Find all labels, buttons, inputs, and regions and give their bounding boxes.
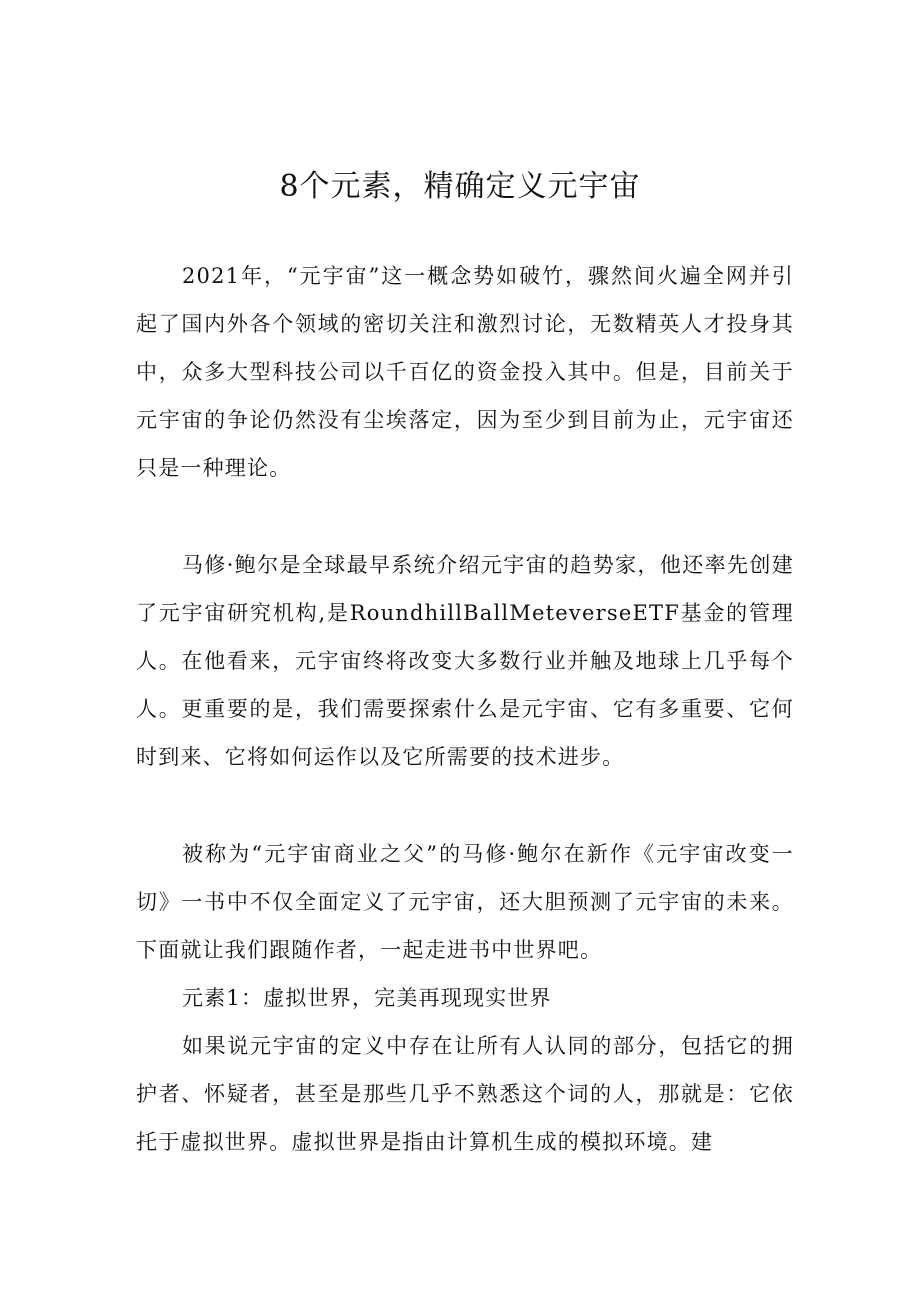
paragraph-matthew-ball: 马修·鲍尔是全球最早系统介绍元宇宙的趋势家，他还率先创建了元宇宙研究机构,是RoundhillBallMeteverseETF基金的管理人。在他看来，元宇宙终将改变大多数行业并触及地球上几乎每个人。更重要的是，我们需要探索什么是元宇宙、它有多重要、它何时到来、它将如何运作以及它所需要的技术进步。 [136, 553, 794, 769]
paragraph-intro: 2021年，“元宇宙”这一概念势如破竹，骤然间火遍全网并引起了国内外各个领域的密切关注和激烈讨论，无数精英人才投身其中，众多大型科技公司以千百亿的资金投入其中。但是，目前关于元宇宙的争论仍然没有尘埃落定，因为至少到目前为止，元宇宙还只是一种理论。 [136, 264, 794, 480]
paragraph-book-intro: 被称为“元宇宙商业之父”的马修·鲍尔在新作《元宇宙改变一切》一书中不仅全面定义了元宇宙，还大胆预测了元宇宙的未来。下面就让我们跟随作者，一起走进书中世界吧。 [136, 842, 794, 962]
paragraph-virtual-world: 如果说元宇宙的定义中存在让所有人认同的部分，包括它的拥护者、怀疑者，甚至是那些几乎不熟悉这个词的人，那就是：它依托于虚拟世界。虚拟世界是指由计算机生成的模拟环境。建 [136, 1034, 794, 1154]
section-heading-element-1: 元素1：虚拟世界，完美再现现实世界 [182, 986, 552, 1010]
document-title: 8个元素，精确定义元宇宙 [279, 169, 641, 204]
